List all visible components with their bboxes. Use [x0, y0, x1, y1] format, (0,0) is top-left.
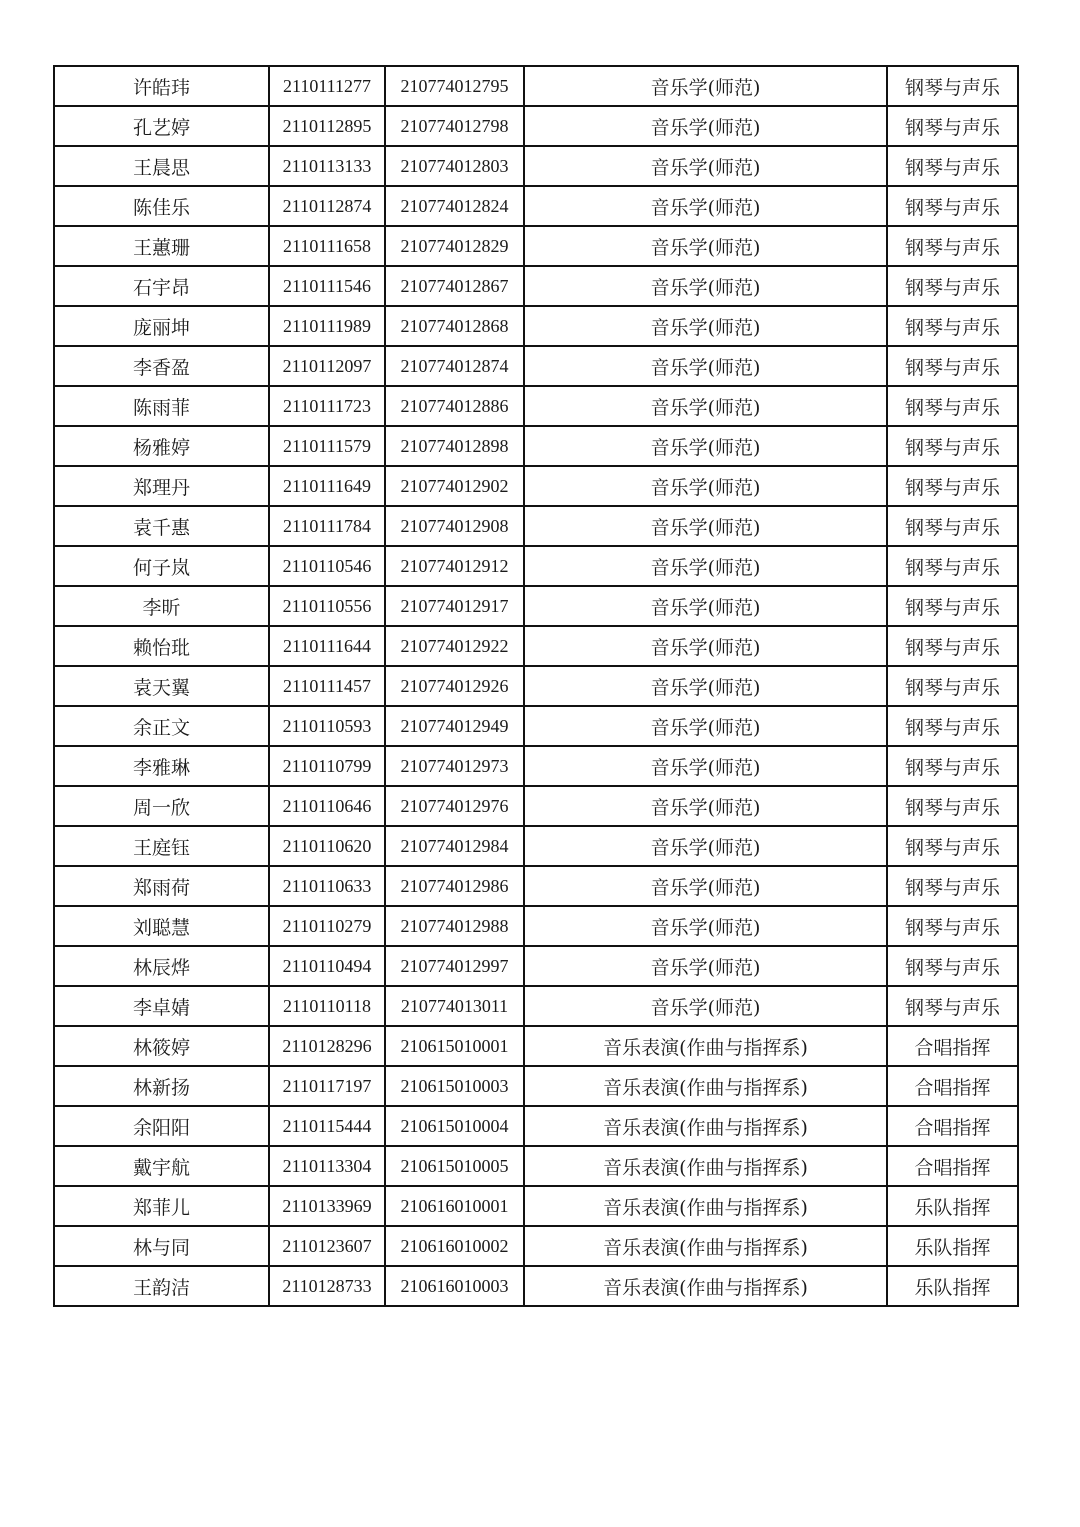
candidate-number-cell: 2110110593: [269, 706, 385, 746]
student-name-cell: 戴宇航: [54, 1146, 269, 1186]
table-row: [54, 1146, 1018, 1186]
major-cell: 音乐学(师范): [524, 146, 887, 186]
table-row: [54, 106, 1018, 146]
exam-number-cell: 210616010002: [385, 1226, 524, 1266]
exam-number-cell: 210774012902: [385, 466, 524, 506]
major-cell: 音乐学(师范): [524, 226, 887, 266]
major-cell: 音乐学(师范): [524, 386, 887, 426]
major-cell: 音乐学(师范): [524, 666, 887, 706]
direction-cell: 合唱指挥: [887, 1066, 1018, 1106]
exam-number-cell: 210774012988: [385, 906, 524, 946]
table-row: [54, 866, 1018, 906]
student-name-cell: 王蕙珊: [54, 226, 269, 266]
candidate-number-cell: 2110110546: [269, 546, 385, 586]
admission-list-sheet: [53, 65, 1017, 1307]
student-name-cell: 李卓婧: [54, 986, 269, 1026]
exam-number-cell: 210774012829: [385, 226, 524, 266]
exam-number-cell: 210774012976: [385, 786, 524, 826]
major-cell: 音乐表演(作曲与指挥系): [524, 1226, 887, 1266]
exam-number-cell: 210774012898: [385, 426, 524, 466]
direction-cell: 钢琴与声乐: [887, 226, 1018, 266]
candidate-number-cell: 2110112097: [269, 346, 385, 386]
candidate-number-cell: 2110128296: [269, 1026, 385, 1066]
candidate-number-cell: 2110113304: [269, 1146, 385, 1186]
direction-cell: 钢琴与声乐: [887, 666, 1018, 706]
admission-table: [53, 65, 1019, 1307]
exam-number-cell: 210774012912: [385, 546, 524, 586]
direction-cell: 钢琴与声乐: [887, 506, 1018, 546]
exam-number-cell: 210774012917: [385, 586, 524, 626]
exam-number-cell: 210615010001: [385, 1026, 524, 1066]
table-row: [54, 1026, 1018, 1066]
student-name-cell: 郑菲儿: [54, 1186, 269, 1226]
candidate-number-cell: 2110111658: [269, 226, 385, 266]
major-cell: 音乐表演(作曲与指挥系): [524, 1106, 887, 1146]
direction-cell: 钢琴与声乐: [887, 626, 1018, 666]
direction-cell: 合唱指挥: [887, 1026, 1018, 1066]
candidate-number-cell: 2110117197: [269, 1066, 385, 1106]
student-name-cell: 王晨思: [54, 146, 269, 186]
table-row: [54, 466, 1018, 506]
student-name-cell: 李香盈: [54, 346, 269, 386]
direction-cell: 钢琴与声乐: [887, 786, 1018, 826]
candidate-number-cell: 2110110633: [269, 866, 385, 906]
table-row: [54, 946, 1018, 986]
major-cell: 音乐学(师范): [524, 746, 887, 786]
direction-cell: 钢琴与声乐: [887, 466, 1018, 506]
exam-number-cell: 210774012795: [385, 66, 524, 106]
direction-cell: 钢琴与声乐: [887, 546, 1018, 586]
direction-cell: 钢琴与声乐: [887, 386, 1018, 426]
exam-number-cell: 210615010003: [385, 1066, 524, 1106]
major-cell: 音乐表演(作曲与指挥系): [524, 1146, 887, 1186]
table-row: [54, 346, 1018, 386]
direction-cell: 钢琴与声乐: [887, 106, 1018, 146]
exam-number-cell: 210616010001: [385, 1186, 524, 1226]
student-name-cell: 郑雨荷: [54, 866, 269, 906]
direction-cell: 乐队指挥: [887, 1186, 1018, 1226]
major-cell: 音乐学(师范): [524, 866, 887, 906]
direction-cell: 钢琴与声乐: [887, 426, 1018, 466]
direction-cell: 合唱指挥: [887, 1146, 1018, 1186]
student-name-cell: 李昕: [54, 586, 269, 626]
major-cell: 音乐学(师范): [524, 786, 887, 826]
table-row: [54, 1066, 1018, 1106]
candidate-number-cell: 2110110279: [269, 906, 385, 946]
exam-number-cell: 210774012997: [385, 946, 524, 986]
admission-table-body: [54, 66, 1018, 1306]
table-row: [54, 306, 1018, 346]
table-row: [54, 906, 1018, 946]
student-name-cell: 林筱婷: [54, 1026, 269, 1066]
candidate-number-cell: 2110133969: [269, 1186, 385, 1226]
candidate-number-cell: 2110111784: [269, 506, 385, 546]
student-name-cell: 袁千惠: [54, 506, 269, 546]
exam-number-cell: 210774012803: [385, 146, 524, 186]
candidate-number-cell: 2110111989: [269, 306, 385, 346]
major-cell: 音乐表演(作曲与指挥系): [524, 1066, 887, 1106]
exam-number-cell: 210774012908: [385, 506, 524, 546]
major-cell: 音乐学(师范): [524, 106, 887, 146]
student-name-cell: 陈雨菲: [54, 386, 269, 426]
student-name-cell: 林新扬: [54, 1066, 269, 1106]
exam-number-cell: 210774012824: [385, 186, 524, 226]
table-row: [54, 706, 1018, 746]
student-name-cell: 孔艺婷: [54, 106, 269, 146]
direction-cell: 钢琴与声乐: [887, 146, 1018, 186]
candidate-number-cell: 2110110799: [269, 746, 385, 786]
exam-number-cell: 210774012973: [385, 746, 524, 786]
table-row: [54, 386, 1018, 426]
student-name-cell: 陈佳乐: [54, 186, 269, 226]
direction-cell: 钢琴与声乐: [887, 706, 1018, 746]
table-row: [54, 146, 1018, 186]
table-row: [54, 226, 1018, 266]
student-name-cell: 余正文: [54, 706, 269, 746]
exam-number-cell: 210616010003: [385, 1266, 524, 1306]
direction-cell: 乐队指挥: [887, 1266, 1018, 1306]
major-cell: 音乐表演(作曲与指挥系): [524, 1026, 887, 1066]
major-cell: 音乐学(师范): [524, 986, 887, 1026]
major-cell: 音乐学(师范): [524, 426, 887, 466]
exam-number-cell: 210615010004: [385, 1106, 524, 1146]
table-row: [54, 186, 1018, 226]
direction-cell: 钢琴与声乐: [887, 66, 1018, 106]
candidate-number-cell: 2110123607: [269, 1226, 385, 1266]
student-name-cell: 李雅琳: [54, 746, 269, 786]
table-row: [54, 266, 1018, 306]
table-row: [54, 546, 1018, 586]
major-cell: 音乐学(师范): [524, 706, 887, 746]
direction-cell: 钢琴与声乐: [887, 866, 1018, 906]
candidate-number-cell: 2110111723: [269, 386, 385, 426]
exam-number-cell: 210774012798: [385, 106, 524, 146]
major-cell: 音乐学(师范): [524, 826, 887, 866]
exam-number-cell: 210774012867: [385, 266, 524, 306]
table-row: [54, 626, 1018, 666]
candidate-number-cell: 2110110556: [269, 586, 385, 626]
exam-number-cell: 210774012986: [385, 866, 524, 906]
direction-cell: 钢琴与声乐: [887, 906, 1018, 946]
student-name-cell: 何子岚: [54, 546, 269, 586]
candidate-number-cell: 2110111644: [269, 626, 385, 666]
exam-number-cell: 210774012874: [385, 346, 524, 386]
table-row: [54, 1226, 1018, 1266]
candidate-number-cell: 2110111649: [269, 466, 385, 506]
exam-number-cell: 210774012984: [385, 826, 524, 866]
student-name-cell: 郑理丹: [54, 466, 269, 506]
direction-cell: 钢琴与声乐: [887, 346, 1018, 386]
candidate-number-cell: 2110128733: [269, 1266, 385, 1306]
direction-cell: 合唱指挥: [887, 1106, 1018, 1146]
student-name-cell: 许皓玮: [54, 66, 269, 106]
table-row: [54, 986, 1018, 1026]
student-name-cell: 王庭钰: [54, 826, 269, 866]
direction-cell: 钢琴与声乐: [887, 946, 1018, 986]
table-row: [54, 1266, 1018, 1306]
exam-number-cell: 210774012868: [385, 306, 524, 346]
direction-cell: 钢琴与声乐: [887, 266, 1018, 306]
table-row: [54, 1186, 1018, 1226]
exam-number-cell: 210774013011: [385, 986, 524, 1026]
major-cell: 音乐学(师范): [524, 306, 887, 346]
candidate-number-cell: 2110113133: [269, 146, 385, 186]
student-name-cell: 林与同: [54, 1226, 269, 1266]
student-name-cell: 庞丽坤: [54, 306, 269, 346]
table-row: [54, 826, 1018, 866]
candidate-number-cell: 2110111457: [269, 666, 385, 706]
candidate-number-cell: 2110112895: [269, 106, 385, 146]
candidate-number-cell: 2110110118: [269, 986, 385, 1026]
major-cell: 音乐学(师范): [524, 506, 887, 546]
major-cell: 音乐学(师范): [524, 626, 887, 666]
student-name-cell: 王韵洁: [54, 1266, 269, 1306]
table-row: [54, 586, 1018, 626]
exam-number-cell: 210774012926: [385, 666, 524, 706]
table-row: [54, 66, 1018, 106]
major-cell: 音乐学(师范): [524, 466, 887, 506]
exam-number-cell: 210774012886: [385, 386, 524, 426]
major-cell: 音乐学(师范): [524, 546, 887, 586]
direction-cell: 钢琴与声乐: [887, 826, 1018, 866]
candidate-number-cell: 2110112874: [269, 186, 385, 226]
student-name-cell: 石宇昂: [54, 266, 269, 306]
exam-number-cell: 210615010005: [385, 1146, 524, 1186]
table-row: [54, 666, 1018, 706]
table-row: [54, 786, 1018, 826]
student-name-cell: 余阳阳: [54, 1106, 269, 1146]
major-cell: 音乐学(师范): [524, 586, 887, 626]
student-name-cell: 赖怡玭: [54, 626, 269, 666]
student-name-cell: 袁天翼: [54, 666, 269, 706]
major-cell: 音乐学(师范): [524, 66, 887, 106]
student-name-cell: 刘聪慧: [54, 906, 269, 946]
exam-number-cell: 210774012922: [385, 626, 524, 666]
candidate-number-cell: 2110110494: [269, 946, 385, 986]
table-row: [54, 506, 1018, 546]
candidate-number-cell: 2110110620: [269, 826, 385, 866]
candidate-number-cell: 2110115444: [269, 1106, 385, 1146]
major-cell: 音乐学(师范): [524, 906, 887, 946]
exam-number-cell: 210774012949: [385, 706, 524, 746]
direction-cell: 钢琴与声乐: [887, 746, 1018, 786]
student-name-cell: 周一欣: [54, 786, 269, 826]
direction-cell: 钢琴与声乐: [887, 986, 1018, 1026]
major-cell: 音乐表演(作曲与指挥系): [524, 1186, 887, 1226]
direction-cell: 乐队指挥: [887, 1226, 1018, 1266]
table-row: [54, 426, 1018, 466]
candidate-number-cell: 2110111546: [269, 266, 385, 306]
direction-cell: 钢琴与声乐: [887, 186, 1018, 226]
major-cell: 音乐学(师范): [524, 186, 887, 226]
major-cell: 音乐学(师范): [524, 346, 887, 386]
major-cell: 音乐学(师范): [524, 266, 887, 306]
table-row: [54, 746, 1018, 786]
student-name-cell: 杨雅婷: [54, 426, 269, 466]
candidate-number-cell: 2110110646: [269, 786, 385, 826]
major-cell: 音乐学(师范): [524, 946, 887, 986]
candidate-number-cell: 2110111579: [269, 426, 385, 466]
candidate-number-cell: 2110111277: [269, 66, 385, 106]
major-cell: 音乐表演(作曲与指挥系): [524, 1266, 887, 1306]
student-name-cell: 林辰烨: [54, 946, 269, 986]
direction-cell: 钢琴与声乐: [887, 586, 1018, 626]
direction-cell: 钢琴与声乐: [887, 306, 1018, 346]
table-row: [54, 1106, 1018, 1146]
